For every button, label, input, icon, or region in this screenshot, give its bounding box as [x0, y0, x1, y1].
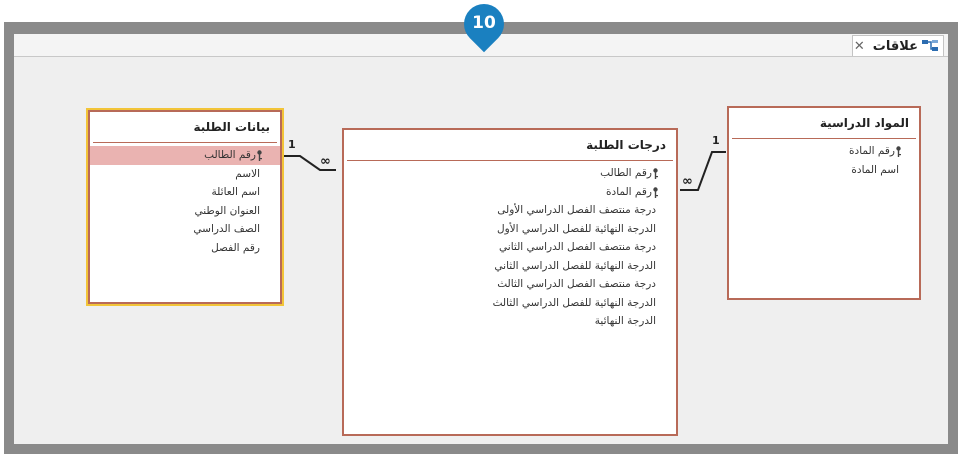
relationship-one-label: 1: [712, 134, 720, 147]
field-row[interactable]: اسم المادة: [851, 163, 899, 176]
field-row[interactable]: درجة منتصف الفصل الدراسي الثاني: [499, 241, 656, 253]
field-row[interactable]: رقم الطالب: [90, 146, 280, 165]
callout-number: 10: [472, 13, 496, 33]
relationships-canvas: [14, 34, 948, 444]
field-row[interactable]: درجة منتصف الفصل الدراسي الأولى: [497, 204, 656, 216]
relationship-many-label: ∞: [320, 154, 331, 169]
field-row[interactable]: رقم الفصل: [211, 241, 260, 254]
field-row[interactable]: الاسم: [235, 167, 260, 180]
field-row[interactable]: رقم المادة: [344, 183, 676, 202]
field-row[interactable]: رقم المادة: [729, 142, 919, 161]
table-title: درجات الطلبة: [586, 138, 666, 152]
tab-label: علاقات: [872, 38, 918, 54]
field-row[interactable]: العنوان الوطني: [194, 204, 260, 217]
close-icon[interactable]: ✕: [853, 38, 865, 54]
field-row[interactable]: الصف الدراسي: [193, 223, 260, 235]
field-row[interactable]: الدرجة النهائية للفصل الدراسي الثالث: [492, 296, 656, 309]
field-row[interactable]: اسم العائلة: [211, 186, 260, 198]
relationship-one-label: 1: [288, 138, 296, 151]
field-row[interactable]: الدرجة النهائية للفصل الدراسي الأول: [496, 222, 656, 235]
field-row[interactable]: درجة منتصف الفصل الدراسي الثالث: [497, 278, 656, 290]
table-title: بيانات الطلبة: [193, 120, 270, 134]
relationship-lines: [14, 34, 948, 444]
field-row[interactable]: الدرجة النهائية للفصل الدراسي الثاني: [494, 259, 656, 272]
field-row[interactable]: الدرجة النهائية: [594, 315, 656, 327]
relationship-many-label: ∞: [682, 174, 693, 189]
table-title: المواد الدراسية: [819, 116, 909, 130]
field-row[interactable]: رقم الطالب: [344, 164, 676, 183]
